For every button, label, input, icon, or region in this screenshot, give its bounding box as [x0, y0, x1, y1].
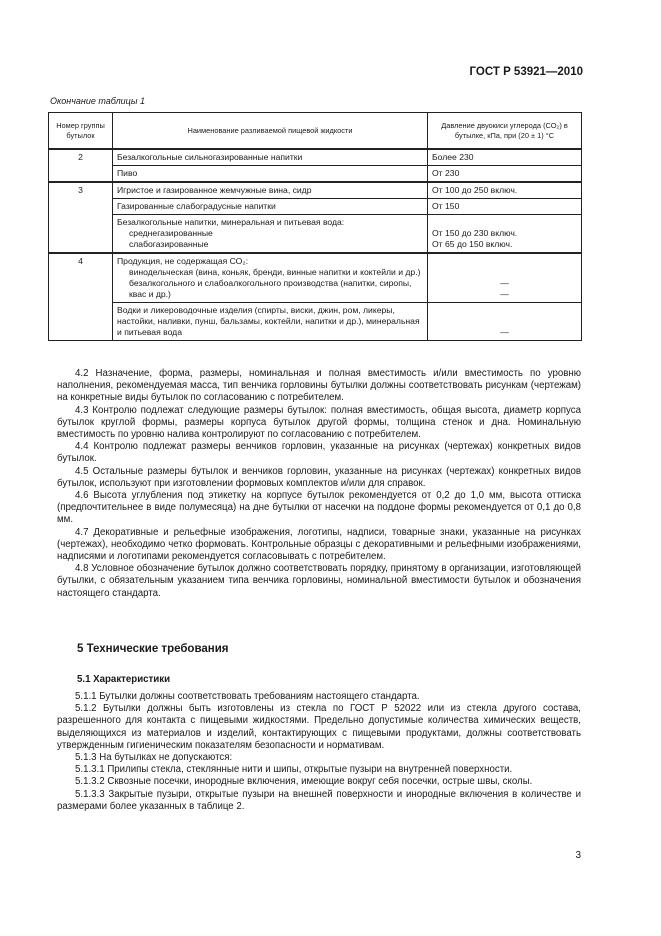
liquid-name-line: слабогазированные: [129, 239, 209, 249]
pressure-cell: [428, 199, 582, 215]
group-number-cell: 4: [49, 253, 113, 341]
paragraph: 4.5 Остальные размеры бутылок и венчиков горловин, указанные на рисунках (чертежах) конкретных видов бутылок, используют при изготовлении формовых комплектов и/или для справок.: [57, 465, 581, 489]
liquid-name-line: Игристое и газированное жемчужные вина, сидр: [117, 185, 312, 195]
paragraph: 4.4 Контролю подлежат размеры венчиков горловин, указанные на рисунках (чертежах) конкретных видов бутылок.: [57, 441, 581, 465]
liquid-name-cell: [113, 182, 428, 199]
pressure-line: От 150 до 230 включ.: [432, 228, 518, 238]
table-row: [49, 215, 582, 254]
section4-text: [57, 368, 581, 600]
pressure-line: [432, 316, 577, 327]
pressure-cell: [428, 253, 582, 303]
table-row: [49, 199, 582, 215]
liquid-name-cell: [113, 199, 428, 215]
liquid-name-line: винодельческая (вина, коньяк, бренди, винные напитки и коктейли и др.): [129, 267, 421, 277]
pressure-cell: [428, 166, 582, 183]
pressure-line: —: [500, 327, 509, 337]
pressure-cell: [428, 303, 582, 341]
table-row: [49, 253, 582, 303]
table-header-row: [49, 113, 582, 150]
section5-text: [57, 691, 581, 813]
liquid-name-line: Газированные слабоградусные напитки: [117, 201, 276, 211]
header-group-number: Номер группы бутылок: [49, 113, 113, 150]
liquid-name-cell: [113, 215, 428, 254]
liquid-name-line: Продукция, не содержащая СО₂:: [117, 256, 249, 266]
liquid-name-line: среднегазированные: [129, 228, 213, 238]
pressure-line: Более 230: [432, 152, 474, 162]
subsection-5-1-title: 5.1 Характеристики: [77, 674, 171, 685]
paragraph: 4.7 Декоративные и рельефные изображения, логотипы, надписи, товарные знаки, указанные на рисунках (чертежах), необходимо четко формовать. Контрольные образцы с декоративными и рельефными изображениями, надписями и логотипами рекомендуется согласовывать с потребителем.: [57, 526, 581, 563]
liquid-name-cell: [113, 166, 428, 183]
liquid-name-line: безалкогольного и слабоалкогольного производства (напитки, сиропы, квас и др.): [129, 278, 412, 299]
pressure-cell: [428, 182, 582, 199]
pressure-line: [432, 217, 577, 228]
paragraph: 5.1.2 Бутылки должны быть изготовлены из стекла по ГОСТ Р 52022 или из стекла другого состава, разрешенного для контакта с пищевыми жидкостями. Предельно допустимые количества химических веществ, выделяющихся из материалов и изделий, контактирующих с пищевыми продуктами, должны соответствовать утвержденным гигиеническим показателям безопасности и нормативам.: [57, 703, 581, 751]
liquid-name-line: Безалкогольные сильногазированные напитки: [117, 152, 303, 162]
table-body: [49, 149, 582, 341]
pressure-line: [432, 267, 577, 278]
liquid-name-line: Водки и ликероводочные изделия (спирты, виски, джин, ром, ликеры, настойки, наливки, пунш, бальзамы, коктейли, напитки и др.), минеральная и питьевая вода: [117, 305, 420, 337]
liquid-name-cell: [113, 253, 428, 303]
section-5-title: 5 Технические требования: [77, 643, 229, 655]
pressure-cell: [428, 215, 582, 254]
table-row: [49, 166, 582, 183]
paragraph: 5.1.3.3 Закрытые пузыри, открытые пузыри на внешней поверхности и инородные включения в количестве и размерами более указанных в таблице 2.: [57, 788, 581, 812]
paragraph: 4.2 Назначение, форма, размеры, номинальная и полная вместимость и/или вместимость по уровню наполнения, рекомендуемая масса, тип венчика горловины бутылки должны соответствовать рисункам (чертежам) на конкретные виды бутылок по согласованию с потребителем.: [57, 368, 581, 404]
document-header: ГОСТ Р 53921—2010: [469, 66, 583, 78]
table-row: [49, 182, 582, 199]
paragraph: 5.1.3.1 Прилипы стекла, стеклянные нити и шипы, открытые пузыри на внутренней поверхности.: [75, 764, 513, 776]
group-number-cell: 2: [49, 149, 113, 182]
header-pressure: Давление двуокиси углерода (СО₂) в бутылке, кПа, при (20 ± 1) °С: [428, 113, 582, 150]
bottle-pressure-table: [48, 112, 582, 341]
table-row: [49, 149, 582, 166]
pressure-line: От 100 до 250 включ.: [432, 185, 518, 195]
liquid-name-line: Пиво: [117, 168, 138, 178]
page-number: 3: [575, 850, 581, 861]
pressure-line: От 230: [432, 168, 460, 178]
paragraph: 4.3 Контролю подлежат следующие размеры бутылок: полная вместимость, общая высота, диаметр корпуса бутылок круглой формы, размеры корпуса бутылок другой формы, толщина стенок и дна. Номинальную вместимость по уровню налива контролируют по согласованию с потребителем.: [57, 404, 581, 441]
pressure-line: —: [500, 278, 509, 288]
liquid-name-cell: [113, 303, 428, 341]
liquid-name-line: Безалкогольные напитки, минеральная и питьевая вода:: [117, 217, 345, 227]
paragraph: 4.8 Условное обозначение бутылок должно соответствовать порядку, принятому в организации, изготовляющей бутылки, с обязательным указанием типа венчика горловины, номинальной вместимости бутылок и обозначения настоящего стандарта.: [57, 563, 581, 599]
group-number-cell: 3: [49, 182, 113, 253]
table-caption: Окончание таблицы 1: [50, 96, 145, 106]
header-liquid-name: Наименование разливаемой пищевой жидкости: [113, 113, 428, 150]
paragraph: 5.1.1 Бутылки должны соответствовать требованиям настоящего стандарта.: [75, 691, 420, 702]
liquid-name-cell: [113, 149, 428, 166]
pressure-cell: [428, 149, 582, 166]
pressure-line: [432, 256, 577, 267]
pressure-line: —: [500, 289, 509, 299]
pressure-line: От 150: [432, 201, 460, 211]
paragraph: 5.1.3 На бутылках не допускаются:: [75, 752, 233, 764]
pressure-line: [432, 305, 577, 316]
pressure-line: От 65 до 150 включ.: [432, 239, 513, 249]
paragraph: 4.6 Высота углубления под этикетку на корпусе бутылок рекомендуется от 0,2 до 1,0 мм, высота оттиска (предпочтительнее в виде полумесяца) на дне бутылки от насечки на поддоне формы рекомендуется от 0,1 до 0,8 мм.: [57, 490, 581, 526]
table-row: [49, 303, 582, 341]
paragraph: 5.1.3.2 Сквозные посечки, инородные включения, имеющие вокруг себя посечки, острые швы, сколы.: [75, 776, 533, 788]
